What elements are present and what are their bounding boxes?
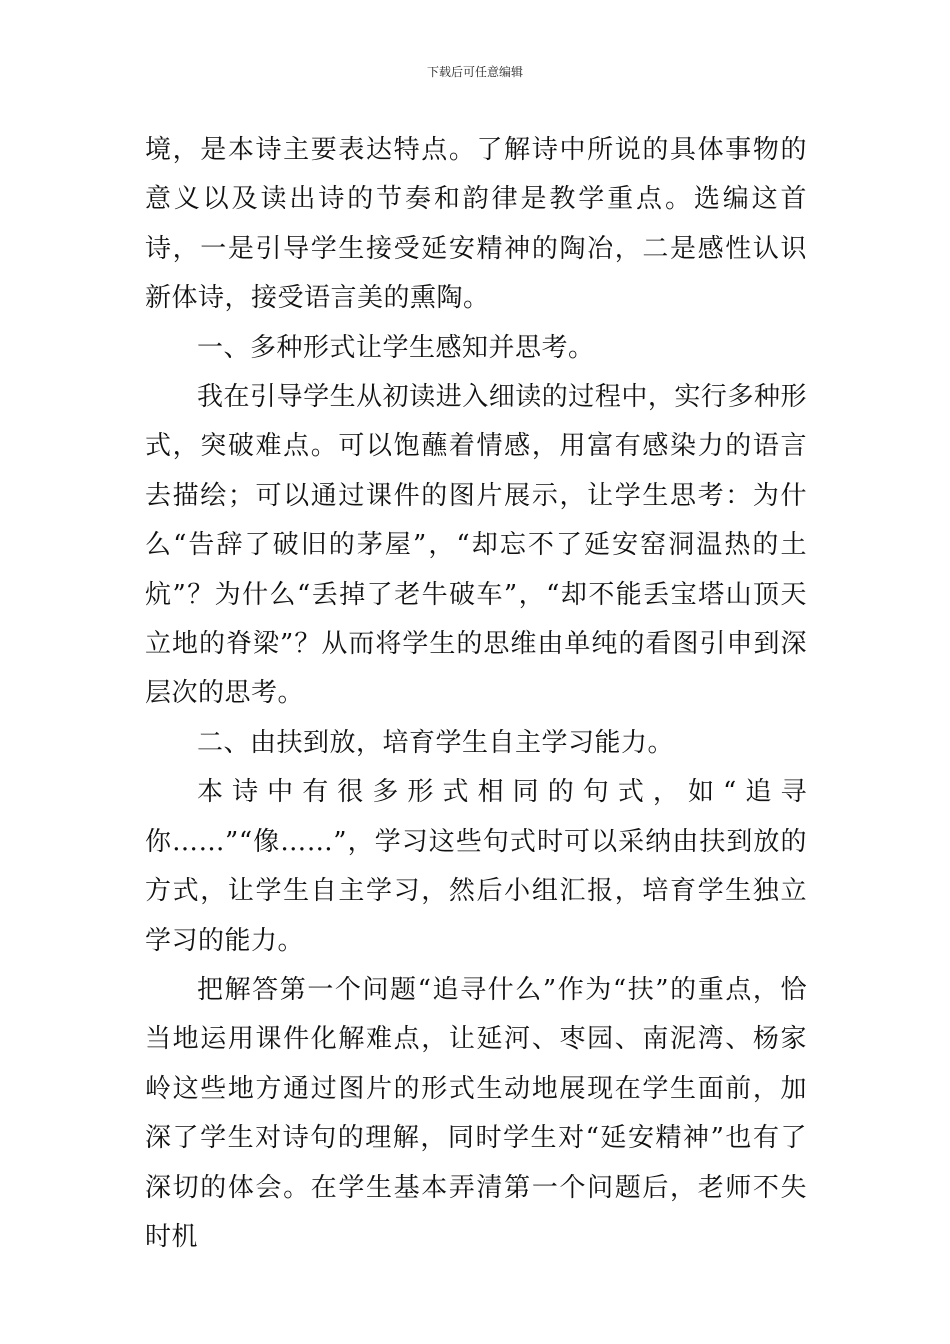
- paragraph-2: 本诗中有很多形式相同的句式，如“追寻你……”“像……”，学习这些句式时可以采纳由扶到放的方式，让学生自主学习，然后小组汇报，培育学生独立学习的能力。: [145, 777, 807, 956]
- page-header: 下载后可任意编辑: [426, 65, 523, 79]
- paragraph-continuation: 境，是本诗主要表达特点。了解诗中所说的具体事物的意义以及读出诗的节奏和韵律是教学重点。选编这首诗，一是引导学生接受延安精神的陶冶，二是感性认识新体诗，接受语言美的熏陶。: [145, 135, 807, 314]
- section-heading-2: 二、由扶到放，培育学生自主学习能力。: [197, 727, 675, 758]
- section-heading-1: 一、多种形式让学生感知并思考。: [197, 332, 595, 363]
- paragraph-1: 我在引导学生从初读进入细读的过程中，实行多种形式，突破难点。可以饱蘸着情感，用富有感染力的语言去描绘；可以通过课件的图片展示，让学生思考：为什么“告辞了破旧的茅屋”，“却忘不了延安窑洞温热的土炕”？为什么“丢掉了老牛破车”，“却不能丢宝塔山顶天立地的脊梁”？从而将学生的思维由单纯的看图引申到深层次的思考。: [145, 382, 807, 709]
- document-body: [145, 126, 807, 1262]
- paragraph-3: 把解答第一个问题“追寻什么”作为“扶”的重点，恰当地运用课件化解难点，让延河、枣园、南泥湾、杨家岭这些地方通过图片的形式生动地展现在学生面前，加深了学生对诗句的理解，同时学生对“延安精神”也有了深切的体会。在学生基本弄清第一个问题后，老师不失时机: [145, 974, 807, 1252]
